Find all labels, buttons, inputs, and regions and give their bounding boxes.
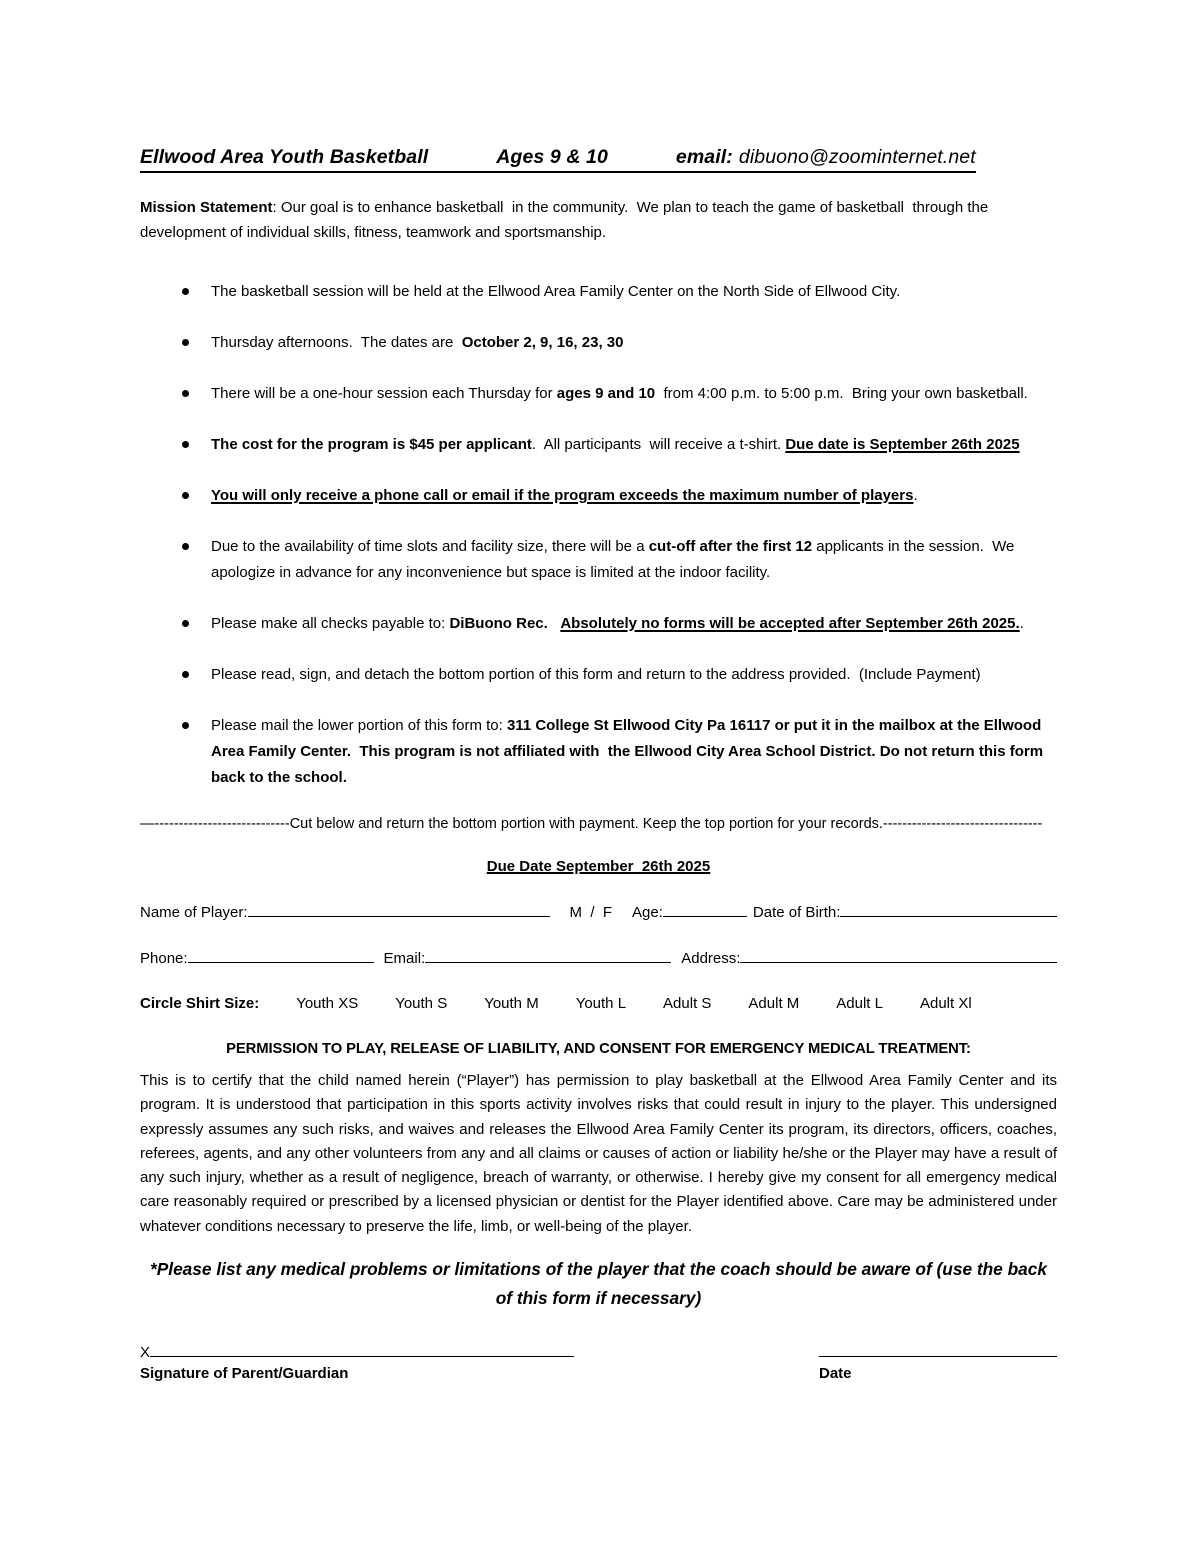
shirt-size-option-adult-l[interactable]: Adult L bbox=[836, 995, 883, 1012]
phone-field[interactable] bbox=[188, 948, 374, 963]
bullet-text: The basketball session will be held at the Ellwood Area Family Center on the North Side of Ellwood City. bbox=[211, 283, 901, 300]
bullet-text: Please read, sign, and detach the bottom portion of this form and return to the address provided. (Include Payment) bbox=[211, 666, 981, 683]
bullet-text: There will be a one-hour session each Thursday for ages 9 and 10 from 4:00 p.m. to 5:00 p.m. Bring your own basketball. bbox=[211, 385, 1028, 402]
phone-label: Phone: bbox=[140, 950, 188, 967]
shirt-size-option-youth-m[interactable]: Youth M bbox=[484, 995, 539, 1012]
bullet-icon bbox=[182, 620, 189, 627]
title-email-label: email: bbox=[675, 146, 733, 168]
bullet-text: Please make all checks payable to: DiBuono Rec. Absolutely no forms will be accepted after September 26th 2025.. bbox=[211, 615, 1024, 632]
bullet-text: Due to the availability of time slots and facility size, there will be a cut-off after the first 12 applicants in the session. We apologize in advance for any inconvenience but space is limited at the indoor facility. bbox=[211, 538, 1019, 581]
bullet-item-cutoff bbox=[140, 534, 1057, 586]
title-ages: Ages 9 & 10 bbox=[496, 146, 608, 168]
shirt-size-option-adult-m[interactable]: Adult M bbox=[748, 995, 800, 1012]
bullet-icon bbox=[182, 671, 189, 678]
bullet-icon bbox=[182, 390, 189, 397]
address-field[interactable] bbox=[740, 948, 1057, 963]
bullet-icon bbox=[182, 339, 189, 346]
bullet-item-detach bbox=[140, 662, 1057, 688]
email-field[interactable] bbox=[425, 948, 671, 963]
due-date-heading: Due Date September 26th 2025 bbox=[486, 858, 711, 875]
bullet-text: Thursday afternoons. The dates are October 2, 9, 16, 23, 30 bbox=[211, 334, 624, 351]
bullet-item-mailing bbox=[140, 713, 1057, 791]
bullet-item-dates bbox=[140, 330, 1057, 356]
bullet-item-session-time bbox=[140, 381, 1057, 407]
address-label: Address: bbox=[681, 950, 741, 967]
shirt-size-option-youth-l[interactable]: Youth L bbox=[575, 995, 627, 1012]
gender-options[interactable]: M / F bbox=[569, 904, 613, 921]
shirt-size-option-youth-s[interactable]: Youth S bbox=[395, 995, 448, 1012]
bullet-icon bbox=[182, 722, 189, 729]
bullet-text: Please mail the lower portion of this form to: 311 College St Ellwood City Pa 16117 or put it in the mailbox at the Ellwood Area Family Center. This program is not affiliated with the Ellwood City Area School District. Do not return this form back to the school. bbox=[211, 717, 1048, 786]
dob-label: Date of Birth: bbox=[752, 904, 841, 921]
mission-statement: Mission Statement: Our goal is to enhance basketball in the community. We plan to teach the game of basketball through the development of individual skills, fitness, teamwork and sportsmanship. bbox=[140, 199, 993, 241]
title-program-name: Ellwood Area Youth Basketball bbox=[140, 146, 429, 168]
bullet-item-cost bbox=[140, 432, 1057, 458]
document-title bbox=[140, 146, 976, 173]
shirt-size-option-adult-s[interactable]: Adult S bbox=[663, 995, 712, 1012]
contact-info-row bbox=[140, 948, 1057, 967]
signature-labels-row bbox=[140, 1365, 1057, 1382]
shirt-size-row bbox=[140, 995, 1057, 1012]
bullet-text: The cost for the program is $45 per applicant. All participants will receive a t-shirt. Due date is September 26th 2025 bbox=[211, 436, 1020, 453]
permission-title: PERMISSION TO PLAY, RELEASE OF LIABILITY, AND CONSENT FOR EMERGENCY MEDICAL TREATMENT: bbox=[226, 1041, 971, 1057]
bullet-icon bbox=[182, 441, 189, 448]
bullet-icon bbox=[182, 492, 189, 499]
bullet-icon bbox=[182, 543, 189, 550]
player-info-row bbox=[140, 902, 1057, 921]
date-field[interactable] bbox=[819, 1342, 1057, 1357]
bullet-icon bbox=[182, 288, 189, 295]
signature-x-label: X bbox=[140, 1344, 151, 1362]
date-label: Date bbox=[819, 1365, 852, 1383]
player-name-label: Name of Player: bbox=[140, 904, 248, 921]
bullet-item-location bbox=[140, 279, 1057, 305]
bullet-text: You will only receive a phone call or email if the program exceeds the maximum number of players. bbox=[211, 487, 918, 504]
cut-instruction-line: —----------------------------Cut below and return the bottom portion with payment. Keep the top portion for your records.--------------------------------- bbox=[140, 816, 1043, 832]
signature-row bbox=[140, 1342, 1057, 1361]
shirt-size-option-youth-xs[interactable]: Youth XS bbox=[296, 995, 359, 1012]
signature-label: Signature of Parent/Guardian bbox=[140, 1365, 349, 1383]
age-field[interactable] bbox=[663, 902, 747, 917]
signature-field[interactable] bbox=[150, 1342, 574, 1357]
dob-field[interactable] bbox=[840, 902, 1057, 917]
email-label: Email: bbox=[383, 950, 426, 967]
bullet-item-phone-call bbox=[140, 483, 1057, 509]
age-label: Age: bbox=[632, 904, 663, 921]
bullet-item-checks bbox=[140, 611, 1057, 637]
bullet-list bbox=[140, 279, 1057, 791]
shirt-size-label: Circle Shirt Size: bbox=[140, 995, 260, 1012]
liability-paragraph: This is to certify that the child named herein (“Player”) has permission to play basketball at the Ellwood Area Family Center and its program. It is understood that participation in this sports activity involves risks that could result in injury to the player. This undersigned expressly assumes any such risks, and waives and releases the Ellwood Area Family Center its program, its directors, officers, coaches, referees, agents, and any other volunteers from any and all claims or causes of action or liability he/she or the Player may have a result of any such injury, whether as a result of negligence, breach of warranty, or otherwise. I hereby give my consent for all emergency medical care reasonably required or prescribed by a licensed physician or dentist for the Player identified above. Care may be administered under whatever conditions necessary to preserve the life, limb, or well-being of the player. bbox=[140, 1072, 1057, 1235]
player-name-field[interactable] bbox=[248, 902, 550, 917]
medical-note: *Please list any medical problems or limitations of the player that the coach should be aware of (use the back of this form if necessary) bbox=[150, 1259, 1047, 1309]
title-email-address: dibuono@zoominternet.net bbox=[738, 146, 976, 168]
shirt-size-option-adult-xl[interactable]: Adult Xl bbox=[919, 995, 972, 1012]
